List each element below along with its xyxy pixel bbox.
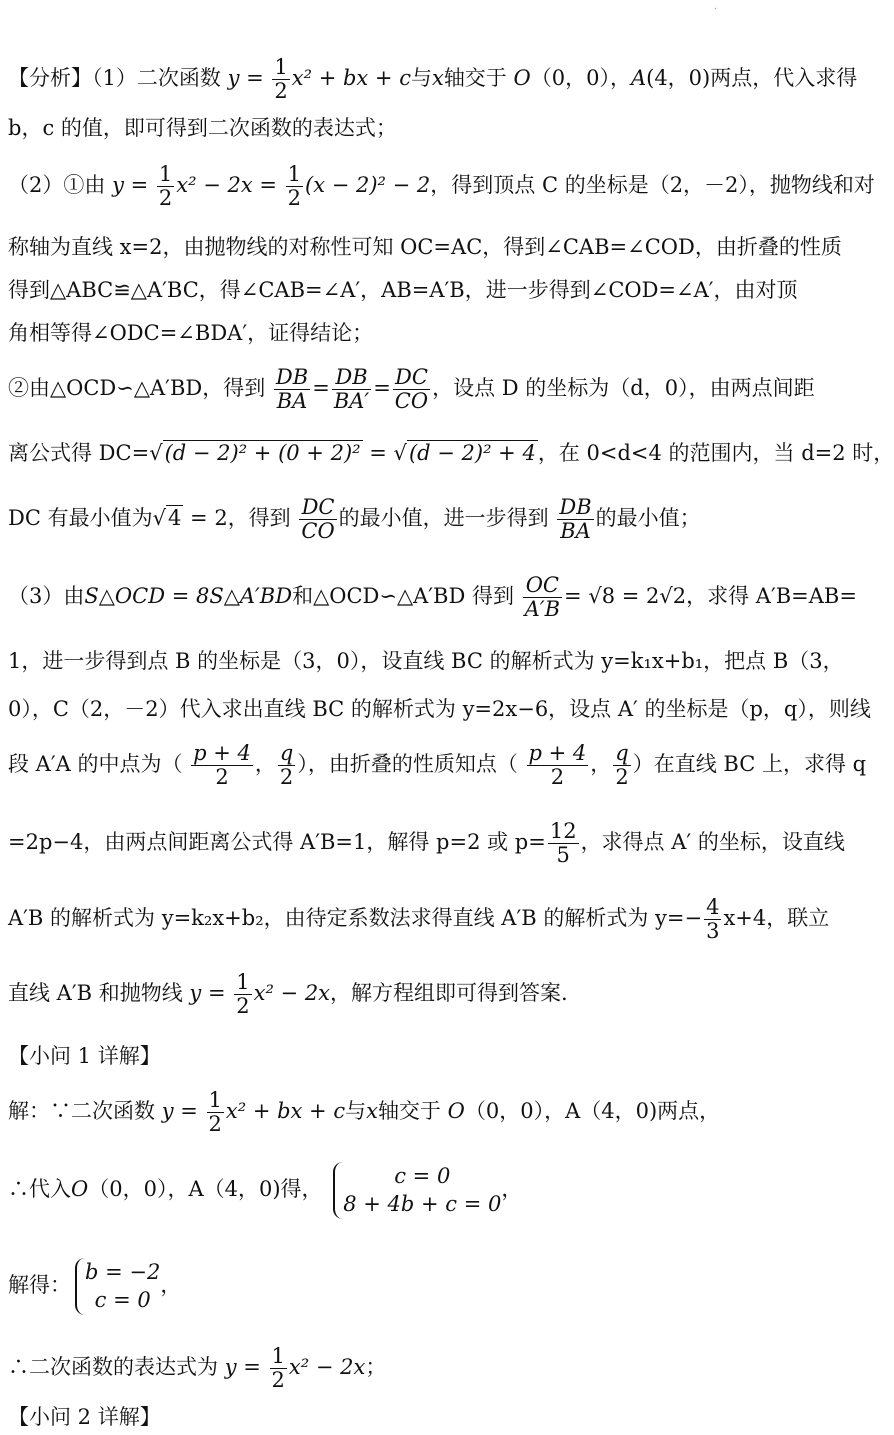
analysis-heading: 【分析】 <box>8 66 92 91</box>
q1-line-3 <box>8 1258 837 1315</box>
den: 5 <box>556 843 570 868</box>
fraction <box>557 496 593 543</box>
den: 2 <box>215 765 229 790</box>
equation-system <box>75 1258 160 1315</box>
fraction <box>332 366 371 413</box>
math: 4 <box>167 506 182 531</box>
analysis-line-14 <box>8 819 845 868</box>
den: 2 <box>271 1368 285 1393</box>
text: ，求得 A′B=AB= <box>686 584 857 609</box>
num: 1 <box>287 162 302 186</box>
text: ， <box>501 1176 523 1201</box>
text: ， <box>160 1272 182 1297</box>
math: x² − 2x <box>288 1355 366 1380</box>
math: x² + bx + c <box>291 66 411 91</box>
den: BA <box>560 519 591 544</box>
den: 2 <box>274 79 288 104</box>
text: ，得到顶点 C 的坐标是（2，－2），抛物线和对 <box>430 173 875 198</box>
text: 离公式得 DC= <box>8 441 150 465</box>
math: (d − 2)² + (0 + 2)² <box>164 441 361 465</box>
q1-heading: 【小问 1 详解】 <box>8 1044 161 1068</box>
text: ），由折叠的性质知点（ <box>297 752 518 777</box>
analysis-line-10 <box>8 573 857 622</box>
text: ）在直线 BC 上，求得 q <box>632 752 867 777</box>
text: 直线 A′B 和抛物线 <box>8 981 183 1006</box>
fraction <box>286 163 303 210</box>
text: ，得到 <box>227 506 291 531</box>
text: =2p−4，由两点间距离公式得 A′B=1，解得 p=2 或 p= <box>8 830 546 855</box>
text: (4，0)两点，代入求得 <box>646 66 858 91</box>
math: (d − 2)² + 4 <box>408 441 536 465</box>
analysis-line-1 <box>8 55 858 104</box>
math: y = <box>189 981 226 1006</box>
text: ，在 0<d<4 的范围内，当 d=2 时， <box>537 441 894 465</box>
text: ，设点 D 的坐标为（d，0），由两点间距 <box>432 376 815 401</box>
math: A <box>630 66 647 91</box>
den: 2 <box>236 994 250 1019</box>
den: 2 <box>279 765 294 790</box>
fraction <box>548 820 579 867</box>
analysis-line-12: 0），C（2，－2）代入求出直线 BC 的解析式为 y=2x−6，设点 A′ 的坐标是（p，q），则线 <box>8 697 871 721</box>
text: A′B 的解析式为 y=k₂x+b₂，由待定系数法求得直线 A′B 的解析式为 y=− <box>8 906 703 931</box>
den: 2 <box>287 186 302 211</box>
q1-line-2 <box>8 1162 837 1219</box>
num: DB <box>332 366 371 390</box>
text: DC 有最小值为 <box>8 506 153 531</box>
equation: 8 + 4b + c = 0 <box>343 1192 502 1217</box>
num: OC <box>523 574 562 598</box>
analysis-line-15 <box>8 896 837 943</box>
equation: b = −2 <box>85 1260 161 1284</box>
fraction <box>704 896 721 943</box>
math: √ <box>393 441 407 465</box>
text: ； <box>365 1355 387 1380</box>
text: 与 <box>345 1099 367 1124</box>
text: 的最小值； <box>595 506 701 531</box>
num: q <box>615 741 629 765</box>
num: p + 4 <box>528 741 587 765</box>
equation: c = 0 <box>394 1164 451 1188</box>
analysis-line-9 <box>8 496 837 543</box>
text: （0，0），A（4，0)两点， <box>464 1099 721 1124</box>
fraction <box>272 56 289 103</box>
analysis-line-7 <box>8 366 837 413</box>
den: CO <box>394 389 429 414</box>
num: 1 <box>236 970 250 994</box>
text: ∴二次函数的表达式为 <box>8 1355 218 1380</box>
fraction <box>157 163 174 210</box>
den: CO <box>301 519 335 544</box>
math: = 2 <box>190 506 228 531</box>
text: 轴交于 <box>443 66 507 91</box>
equation-system <box>333 1162 501 1219</box>
q1-line-4 <box>8 1345 837 1392</box>
math: y = <box>112 173 149 198</box>
analysis-line-2: b，c 的值，即可得到二次函数的表达式； <box>8 116 397 140</box>
math: y = <box>161 1099 198 1124</box>
text: ②由△OCD∽△A′BD，得到 <box>8 376 266 401</box>
equation: c = 0 <box>94 1288 151 1313</box>
math: O <box>513 66 531 91</box>
fraction <box>234 971 251 1018</box>
text: 解得： <box>8 1272 71 1297</box>
analysis-line-11: 1，进一步得到点 B 的坐标是（3，0），设直线 BC 的解析式为 y=k₁x+b₁，把点 B（3， <box>8 649 844 673</box>
math: y = <box>224 1355 261 1380</box>
den: A′B <box>524 597 561 622</box>
math: x² − 2x <box>253 981 331 1006</box>
den: BA′ <box>333 389 370 414</box>
math: x <box>431 66 444 91</box>
num: 12 <box>549 819 577 843</box>
math: = <box>369 441 387 465</box>
math: (x − 2)² − 2 <box>305 173 431 198</box>
math: √ <box>152 506 166 531</box>
analysis-line-3 <box>8 162 875 211</box>
fraction <box>270 1345 287 1392</box>
text: 的最小值，进一步得到 <box>338 506 549 531</box>
fraction <box>613 742 630 789</box>
text: （2）①由 <box>8 173 106 198</box>
text: x+4，联立 <box>723 906 830 931</box>
num: 1 <box>274 55 288 79</box>
math: S△OCD = 8S△A′BD <box>84 584 293 609</box>
math: O <box>447 1099 465 1124</box>
num: 1 <box>208 1088 222 1112</box>
text: 轴交于 <box>377 1099 441 1124</box>
text: （1）二次函数 <box>92 66 221 91</box>
text: ∴代入 <box>8 1176 71 1201</box>
den: 3 <box>706 919 720 944</box>
num: q <box>279 741 294 765</box>
num: DB <box>275 365 309 389</box>
fraction <box>523 574 562 621</box>
analysis-line-16 <box>8 971 837 1018</box>
den: 2 <box>158 186 173 211</box>
text: （0，0），A（4，0)得， <box>88 1176 323 1201</box>
num: DC <box>299 496 336 520</box>
den: 2 <box>208 1112 222 1137</box>
text: 段 A′A 的中点为（ <box>8 752 183 777</box>
math: ， <box>254 752 276 777</box>
text: 解：∵二次函数 <box>8 1099 155 1124</box>
fraction <box>274 366 310 413</box>
num: p + 4 <box>193 741 251 765</box>
den: 2 <box>550 765 565 790</box>
text: （0，0）， <box>530 66 631 91</box>
analysis-line-13 <box>8 741 867 790</box>
text: ，解方程组即可得到答案. <box>330 981 568 1006</box>
math: ， <box>590 752 612 777</box>
analysis-line-6: 角相等得∠ODC=∠BDA′，证得结论； <box>8 321 374 345</box>
analysis-line-4: 称轴为直线 x=2，由抛物线的对称性可知 OC=AC，得到∠CAB=∠COD，由折叠的性质 <box>8 235 842 259</box>
math: y = <box>227 66 264 91</box>
math: O <box>71 1176 89 1201</box>
q2-heading: 【小问 2 详解】 <box>8 1405 161 1429</box>
fraction <box>191 742 253 789</box>
math: x² + bx + c <box>225 1099 346 1124</box>
num: DC <box>393 366 430 390</box>
math: = <box>312 376 330 401</box>
text: ，求得点 A′ 的坐标，设直线 <box>580 830 845 855</box>
text: 与 <box>410 66 432 91</box>
num: 4 <box>706 895 720 919</box>
den: BA <box>276 389 308 414</box>
fraction <box>527 742 589 789</box>
q1-line-1 <box>8 1089 837 1136</box>
num: 1 <box>158 162 173 186</box>
text: （3）由 <box>8 584 85 609</box>
math: √ <box>149 441 163 465</box>
analysis-line-8 <box>8 441 894 466</box>
math: = <box>373 376 391 401</box>
math: = √8 = 2√2 <box>564 584 687 609</box>
fraction <box>207 1089 224 1136</box>
math: x² − 2x = <box>176 173 277 198</box>
text: 和△OCD∽△A′BD 得到 <box>292 584 514 609</box>
fraction <box>278 742 295 789</box>
den: 2 <box>615 765 629 790</box>
math: x <box>366 1099 378 1124</box>
analysis-line-5: 得到△ABC≌△A′BC，得∠CAB=∠A′，AB=A′B，进一步得到∠COD=∠A′，由对顶 <box>8 278 798 302</box>
num: 1 <box>271 1344 285 1368</box>
fraction <box>299 496 336 543</box>
num: DB <box>559 495 592 519</box>
fraction <box>393 366 430 413</box>
scan-dot: · <box>713 4 717 15</box>
